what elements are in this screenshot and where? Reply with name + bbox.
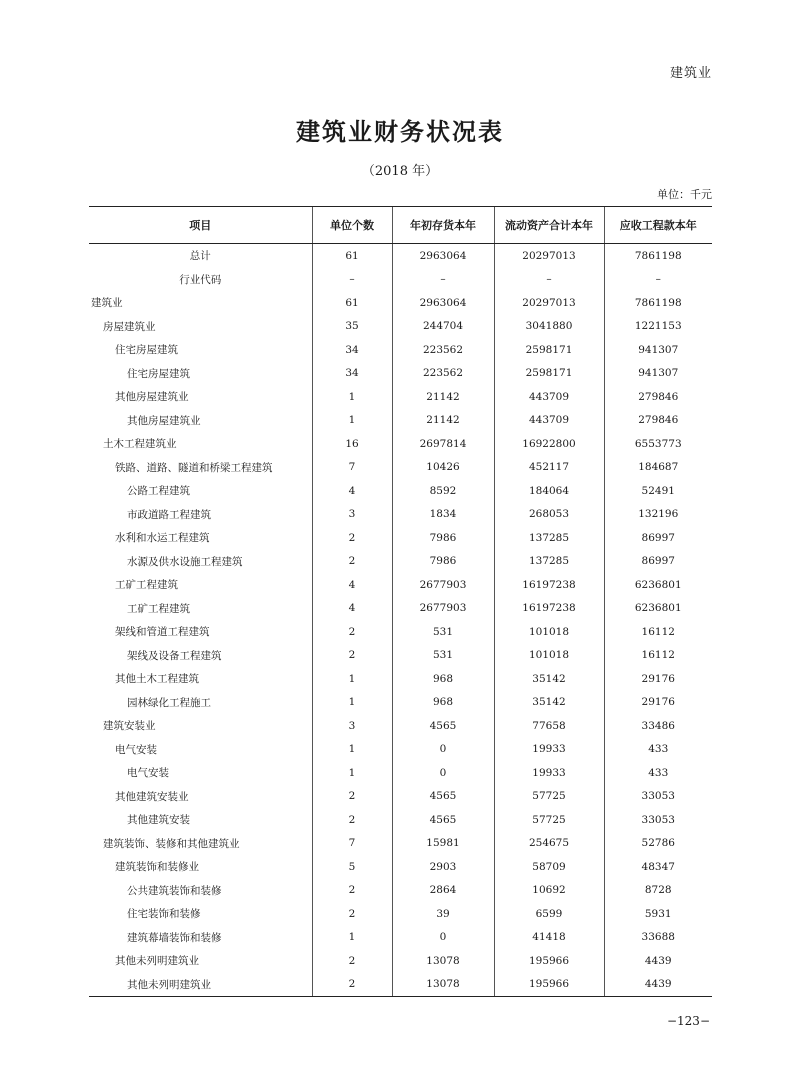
table-cell: 184687 xyxy=(604,456,712,480)
row-label: 电气安装 xyxy=(127,767,169,780)
table-cell: 10692 xyxy=(494,879,604,903)
table-row xyxy=(89,456,712,480)
table-cell: 941307 xyxy=(604,362,712,386)
row-label: 房屋建筑业 xyxy=(103,320,156,333)
table-cell: 268053 xyxy=(494,503,604,527)
table-cell: 2 xyxy=(312,526,392,550)
table-row xyxy=(89,808,712,832)
row-label: 住宅装饰和装修 xyxy=(127,908,201,921)
table-cell: 3 xyxy=(312,503,392,527)
table-row xyxy=(89,362,712,386)
table-row xyxy=(89,315,712,339)
table-cell: 279846 xyxy=(604,409,712,433)
table-cell: 7986 xyxy=(392,526,494,550)
table-cell: 2598171 xyxy=(494,338,604,362)
table-cell: 86997 xyxy=(604,526,712,550)
row-label: 建筑装饰和装修业 xyxy=(115,861,199,874)
table-cell: 61 xyxy=(312,291,392,315)
table-row xyxy=(89,620,712,644)
table-cell: 39 xyxy=(392,902,494,926)
table-cell: 5 xyxy=(312,855,392,879)
table-row xyxy=(89,855,712,879)
table-row xyxy=(89,550,712,574)
table-cell: 195966 xyxy=(494,973,604,997)
table-cell: 4 xyxy=(312,597,392,621)
row-label: 其他房屋建筑业 xyxy=(115,391,189,404)
table-cell: 3041880 xyxy=(494,315,604,339)
table-cell: 34 xyxy=(312,362,392,386)
row-label: 水源及供水设施工程建筑 xyxy=(127,555,243,568)
table-row xyxy=(89,949,712,973)
column-header-item: 项目 xyxy=(89,207,312,244)
table-row xyxy=(89,244,712,268)
table-row xyxy=(89,385,712,409)
table-header-row xyxy=(89,207,712,244)
row-label: 总计 xyxy=(189,250,211,263)
table-cell: 4439 xyxy=(604,973,712,997)
table-cell: 195966 xyxy=(494,949,604,973)
table-cell: 48347 xyxy=(604,855,712,879)
table-cell: 20297013 xyxy=(494,244,604,268)
row-label: 铁路、道路、隧道和桥梁工程建筑 xyxy=(115,461,273,474)
table-cell: 1 xyxy=(312,738,392,762)
table-cell: 10426 xyxy=(392,456,494,480)
table-cell: 16112 xyxy=(604,620,712,644)
table-cell: 21142 xyxy=(392,385,494,409)
table-cell: 29176 xyxy=(604,691,712,715)
table-cell: 1 xyxy=(312,667,392,691)
table-cell: 2 xyxy=(312,902,392,926)
row-label: 建筑幕墙装饰和装修 xyxy=(127,931,222,944)
table-cell: 16922800 xyxy=(494,432,604,456)
table-cell: 1 xyxy=(312,761,392,785)
table-cell: 2697814 xyxy=(392,432,494,456)
running-header: 建筑业 xyxy=(669,66,712,81)
table-cell: 15981 xyxy=(392,832,494,856)
row-label: 土木工程建筑业 xyxy=(103,438,177,451)
table-row xyxy=(89,573,712,597)
table-cell: 19933 xyxy=(494,761,604,785)
table-cell: 2598171 xyxy=(494,362,604,386)
table-cell: 41418 xyxy=(494,926,604,950)
table-cell: 16112 xyxy=(604,644,712,668)
table-cell: 20297013 xyxy=(494,291,604,315)
table-cell: 1 xyxy=(312,385,392,409)
column-header-receivables: 应收工程款本年 xyxy=(604,207,712,244)
table-cell: 137285 xyxy=(494,550,604,574)
table-row xyxy=(89,268,712,292)
table-cell: 6599 xyxy=(494,902,604,926)
table-row xyxy=(89,738,712,762)
row-label: 建筑业 xyxy=(91,297,123,310)
table-cell: 2963064 xyxy=(392,244,494,268)
table-row xyxy=(89,761,712,785)
table-cell: 5931 xyxy=(604,902,712,926)
table-row xyxy=(89,503,712,527)
table-cell: 0 xyxy=(392,761,494,785)
page-title: 建筑业财务状况表 xyxy=(296,117,504,146)
table-row xyxy=(89,409,712,433)
table-cell: 6553773 xyxy=(604,432,712,456)
table-cell: 2 xyxy=(312,973,392,997)
row-label: 行业代码 xyxy=(179,273,222,286)
table-cell: 34 xyxy=(312,338,392,362)
table-cell: 8728 xyxy=(604,879,712,903)
table-row xyxy=(89,973,712,997)
table-cell: 16197238 xyxy=(494,573,604,597)
row-label: 建筑安装业 xyxy=(103,720,156,733)
table-cell: 33688 xyxy=(604,926,712,950)
table-cell: 13078 xyxy=(392,973,494,997)
table-cell: 254675 xyxy=(494,832,604,856)
table-cell: 35 xyxy=(312,315,392,339)
table-cell: – xyxy=(312,268,392,292)
table-cell: 61 xyxy=(312,244,392,268)
table-cell: 101018 xyxy=(494,644,604,668)
row-label: 工矿工程建筑 xyxy=(115,579,178,592)
unit-label: 单位：千元 xyxy=(657,188,712,201)
table-cell: 33053 xyxy=(604,785,712,809)
row-label: 架线和管道工程建筑 xyxy=(115,626,210,639)
table-cell: 0 xyxy=(392,926,494,950)
table-cell: 2677903 xyxy=(392,573,494,597)
table-cell: 968 xyxy=(392,667,494,691)
table-cell: – xyxy=(392,268,494,292)
row-label: 公共建筑装饰和装修 xyxy=(127,884,222,897)
table-cell: 6236801 xyxy=(604,597,712,621)
table-cell: 443709 xyxy=(494,409,604,433)
table-cell: 941307 xyxy=(604,338,712,362)
row-label: 建筑装饰、装修和其他建筑业 xyxy=(103,837,240,850)
table-row xyxy=(89,526,712,550)
table-cell: 968 xyxy=(392,691,494,715)
table-cell: 7861198 xyxy=(604,291,712,315)
table-cell: 6236801 xyxy=(604,573,712,597)
table-cell: 7986 xyxy=(392,550,494,574)
table-cell: 132196 xyxy=(604,503,712,527)
row-label: 其他房屋建筑业 xyxy=(127,414,201,427)
table-cell: 2 xyxy=(312,620,392,644)
table-row xyxy=(89,667,712,691)
row-label: 其他建筑安装业 xyxy=(115,790,189,803)
table-row xyxy=(89,338,712,362)
table-cell: 2 xyxy=(312,879,392,903)
table-row xyxy=(89,644,712,668)
table-cell: 4565 xyxy=(392,808,494,832)
table-cell: 7 xyxy=(312,456,392,480)
table-cell: 531 xyxy=(392,620,494,644)
table-cell: 4439 xyxy=(604,949,712,973)
row-label: 工矿工程建筑 xyxy=(127,602,190,615)
table-row xyxy=(89,926,712,950)
table-cell: 1221153 xyxy=(604,315,712,339)
page-subtitle: （2018 年） xyxy=(361,164,439,179)
table-row xyxy=(89,479,712,503)
table-cell: 2 xyxy=(312,785,392,809)
table-cell: 86997 xyxy=(604,550,712,574)
table-cell: 443709 xyxy=(494,385,604,409)
table-cell: – xyxy=(494,268,604,292)
table-cell: 1 xyxy=(312,926,392,950)
row-label: 市政道路工程建筑 xyxy=(127,508,211,521)
table-cell: 2 xyxy=(312,808,392,832)
table-row xyxy=(89,597,712,621)
table-body xyxy=(89,244,712,997)
table-cell: 7861198 xyxy=(604,244,712,268)
table-cell: 16 xyxy=(312,432,392,456)
table-cell: 3 xyxy=(312,714,392,738)
table-cell: 19933 xyxy=(494,738,604,762)
column-header-inventory: 年初存货本年 xyxy=(392,207,494,244)
table-cell: 137285 xyxy=(494,526,604,550)
table-cell: 433 xyxy=(604,761,712,785)
table-cell: 223562 xyxy=(392,362,494,386)
table-cell: 7 xyxy=(312,832,392,856)
table-cell: 35142 xyxy=(494,691,604,715)
table-cell: 52491 xyxy=(604,479,712,503)
page-number: −123− xyxy=(666,1014,710,1028)
table-cell: 223562 xyxy=(392,338,494,362)
table-cell: 4565 xyxy=(392,785,494,809)
table-row xyxy=(89,879,712,903)
table-cell: 52786 xyxy=(604,832,712,856)
table-cell: 35142 xyxy=(494,667,604,691)
table-row xyxy=(89,291,712,315)
table-cell: 2903 xyxy=(392,855,494,879)
table-cell: 8592 xyxy=(392,479,494,503)
row-label: 其他建筑安装 xyxy=(127,814,190,827)
table-cell: 58709 xyxy=(494,855,604,879)
table-cell: 77658 xyxy=(494,714,604,738)
table-cell: 2864 xyxy=(392,879,494,903)
table-row xyxy=(89,832,712,856)
table-cell: – xyxy=(604,268,712,292)
table-row xyxy=(89,902,712,926)
table-row xyxy=(89,691,712,715)
table-cell: 1 xyxy=(312,409,392,433)
table-cell: 2677903 xyxy=(392,597,494,621)
table-cell: 57725 xyxy=(494,785,604,809)
table-cell: 4 xyxy=(312,573,392,597)
table-cell: 33053 xyxy=(604,808,712,832)
table-cell: 0 xyxy=(392,738,494,762)
table-row xyxy=(89,785,712,809)
table-cell: 531 xyxy=(392,644,494,668)
table-cell: 2 xyxy=(312,644,392,668)
table-cell: 452117 xyxy=(494,456,604,480)
table-cell: 13078 xyxy=(392,949,494,973)
table-cell: 2963064 xyxy=(392,291,494,315)
table-cell: 33486 xyxy=(604,714,712,738)
row-label: 水利和水运工程建筑 xyxy=(115,532,210,545)
row-label: 其他土木工程建筑 xyxy=(115,673,199,686)
table-cell: 101018 xyxy=(494,620,604,644)
row-label: 公路工程建筑 xyxy=(127,485,190,498)
row-label: 住宅房屋建筑 xyxy=(115,344,178,357)
table-cell: 279846 xyxy=(604,385,712,409)
table-cell: 57725 xyxy=(494,808,604,832)
column-header-current-assets: 流动资产合计本年 xyxy=(494,207,604,244)
table-cell: 433 xyxy=(604,738,712,762)
row-label: 其他未列明建筑业 xyxy=(127,978,211,991)
table-cell: 21142 xyxy=(392,409,494,433)
financial-table xyxy=(89,206,712,997)
row-label: 其他未列明建筑业 xyxy=(115,955,199,968)
table-cell: 244704 xyxy=(392,315,494,339)
table-cell: 1 xyxy=(312,691,392,715)
table-cell: 16197238 xyxy=(494,597,604,621)
table-cell: 2 xyxy=(312,550,392,574)
table-cell: 4 xyxy=(312,479,392,503)
table-cell: 4565 xyxy=(392,714,494,738)
row-label: 架线及设备工程建筑 xyxy=(127,649,222,662)
table-cell: 184064 xyxy=(494,479,604,503)
column-header-unit-count: 单位个数 xyxy=(312,207,392,244)
row-label: 园林绿化工程施工 xyxy=(127,696,211,709)
table-cell: 29176 xyxy=(604,667,712,691)
table-cell: 2 xyxy=(312,949,392,973)
table-row xyxy=(89,432,712,456)
row-label: 电气安装 xyxy=(115,743,157,756)
table-row xyxy=(89,714,712,738)
row-label: 住宅房屋建筑 xyxy=(127,367,190,380)
table-cell: 1834 xyxy=(392,503,494,527)
